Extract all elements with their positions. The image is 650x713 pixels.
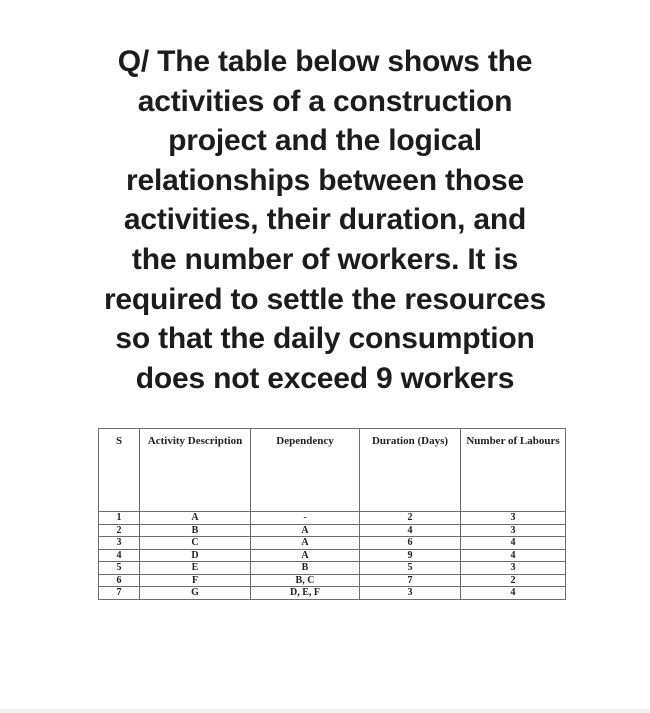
cell-activity: F — [140, 574, 251, 587]
cell-s: 4 — [99, 549, 140, 562]
cell-labours: 3 — [461, 562, 566, 575]
cell-labours: 2 — [461, 574, 566, 587]
cell-labours: 4 — [461, 587, 566, 600]
cell-activity: B — [140, 524, 251, 537]
question-line: Q/ The table below shows the — [117, 45, 533, 78]
question-line: so that the daily consumption — [115, 322, 535, 356]
cell-dependency: A — [251, 537, 360, 550]
cell-s: 6 — [99, 574, 140, 587]
cell-dependency: D, E, F — [251, 587, 360, 600]
table-row — [99, 574, 566, 587]
table-header-row — [99, 429, 566, 512]
question-line: relationships between those — [125, 163, 525, 197]
cell-dependency: A — [251, 524, 360, 537]
cell-dependency: A — [251, 549, 360, 562]
cell-labours: 4 — [461, 549, 566, 562]
activity-table — [98, 428, 566, 600]
cell-activity: G — [140, 587, 251, 600]
table-row — [99, 537, 566, 550]
cell-dependency: B — [251, 562, 360, 575]
cell-s: 1 — [99, 512, 140, 525]
cell-duration: 9 — [360, 549, 461, 562]
question-line: the number of workers. It is — [131, 242, 519, 276]
cell-s: 5 — [99, 562, 140, 575]
cell-labours: 3 — [461, 512, 566, 525]
cell-dependency: - — [251, 512, 360, 525]
cell-s: 2 — [99, 524, 140, 537]
cell-duration: 5 — [360, 562, 461, 575]
cell-labours: 4 — [461, 537, 566, 550]
cell-activity: D — [140, 549, 251, 562]
bottom-divider — [0, 709, 650, 713]
question-line: does not exceed 9 workers — [135, 361, 515, 395]
cell-labours: 3 — [461, 524, 566, 537]
cell-s: 7 — [99, 587, 140, 600]
question-line: project and the logical — [168, 124, 482, 158]
cell-s: 3 — [99, 537, 140, 550]
question-text — [70, 42, 580, 398]
cell-activity: A — [140, 512, 251, 525]
header-dependency: Dependency — [251, 429, 360, 512]
table-row — [99, 524, 566, 537]
table-row — [99, 587, 566, 600]
activity-table-container — [98, 428, 560, 600]
header-duration: Duration (Days) — [360, 429, 461, 512]
table-row — [99, 562, 566, 575]
header-activity: Activity Description — [140, 429, 251, 512]
cell-duration: 2 — [360, 512, 461, 525]
header-s: S — [99, 429, 140, 512]
question-line: activities of a construction — [137, 84, 513, 118]
cell-duration: 7 — [360, 574, 461, 587]
cell-activity: E — [140, 562, 251, 575]
table-row — [99, 512, 566, 525]
cell-duration: 4 — [360, 524, 461, 537]
cell-duration: 3 — [360, 587, 461, 600]
cell-duration: 6 — [360, 537, 461, 550]
cell-dependency: B, C — [251, 574, 360, 587]
question-line: required to settle the resources — [103, 282, 547, 316]
question-line: activities, their duration, and — [123, 203, 527, 237]
table-row — [99, 549, 566, 562]
cell-activity: C — [140, 537, 251, 550]
header-labours: Number of Labours — [461, 429, 566, 512]
